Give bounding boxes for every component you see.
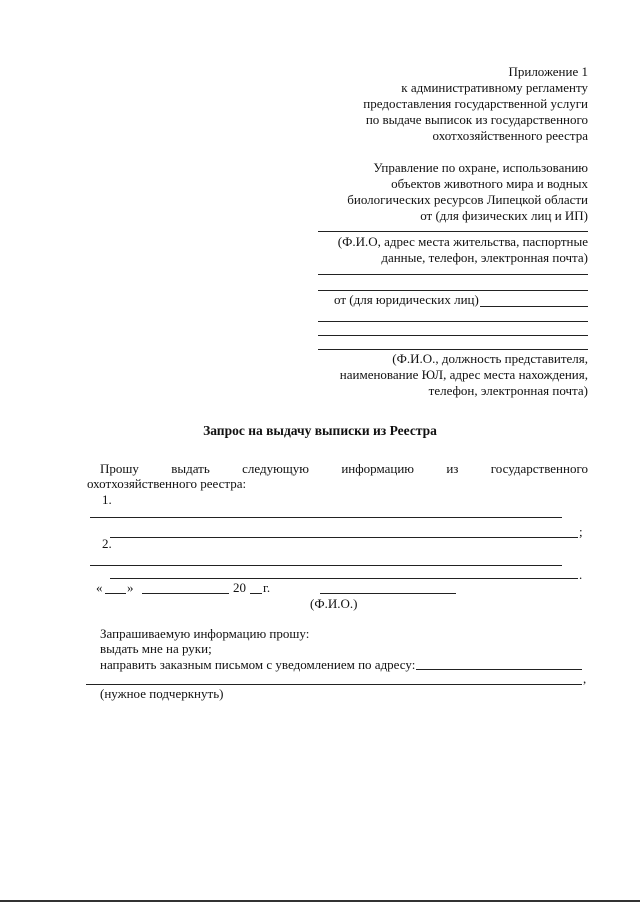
regulation-line: по выдаче выписок из государственного [365,112,588,127]
addressee-line: Управление по охране, использованию [373,160,588,175]
individual-info-line[interactable] [318,231,588,232]
delivery-option-mail[interactable]: направить заказным письмом с уведомлением по адресу: [100,657,416,672]
appendix-number: Приложение 1 [508,64,588,79]
legal-note: (Ф.И.О., должность представителя, [392,351,588,366]
document-title: Запрос на выдачу выписки из Реестра [203,423,437,438]
item-2-line[interactable] [110,578,578,579]
legal-note: телефон, электронная почта) [428,383,588,398]
item-2-line[interactable] [90,565,562,566]
mail-address-line[interactable] [86,684,582,685]
item-1-line[interactable] [90,517,562,518]
item-1-line[interactable] [110,537,578,538]
fio-caption: (Ф.И.О.) [310,596,358,611]
date-month-field[interactable] [142,593,229,594]
legal-info-line[interactable] [318,321,588,322]
date-year-suffix: г. [263,580,271,595]
legal-note: наименование ЮЛ, адрес места нахождения, [339,367,588,382]
date-day-field[interactable] [105,593,126,594]
regulation-line: охотхозяйственного реестра [432,128,588,143]
individual-note: данные, телефон, электронная почта) [381,250,588,265]
signature-line[interactable] [320,593,456,594]
date-year-prefix: 20 [233,580,246,595]
addressee-line: объектов животного мира и водных [391,176,588,191]
address-comma: , [583,671,587,686]
mail-address-field[interactable] [416,669,582,670]
from-individual-label: от (для физических лиц и ИП) [420,208,588,223]
date-quote-open: « [96,580,103,595]
from-legal-label: от (для юридических лиц) [334,292,479,307]
request-word: информацию [341,461,415,476]
page-bottom-edge [0,900,640,902]
request-word: Прошу [100,461,139,476]
item-2-period: . [579,567,583,582]
date-year-field[interactable] [250,593,262,594]
request-sentence [100,461,588,477]
request-word: выдать [171,461,210,476]
item-number-1: 1. [102,492,112,507]
individual-info-line[interactable] [318,290,588,291]
date-quote-close: » [127,580,134,595]
request-sentence-continued: охотхозяйственного реестра: [87,476,247,491]
underline-hint: (нужное подчеркнуть) [100,686,224,701]
delivery-option-in-person[interactable]: выдать мне на руки; [100,641,212,656]
item-number-2: 2. [102,536,112,551]
request-word: следующую [242,461,309,476]
regulation-line: к административному регламенту [401,80,588,95]
delivery-intro: Запрашиваемую информацию прошу: [100,626,310,641]
request-word: из [446,461,459,476]
regulation-line: предоставления государственной услуги [363,96,588,111]
item-1-semicolon: ; [579,524,583,539]
legal-info-line[interactable] [318,335,588,336]
legal-info-line[interactable] [480,306,588,307]
legal-info-line[interactable] [318,349,588,350]
request-word: государственного [490,461,588,476]
individual-info-line[interactable] [318,274,588,275]
individual-note: (Ф.И.О, адрес места жительства, паспортные [337,234,588,249]
addressee-line: биологических ресурсов Липецкой области [347,192,588,207]
